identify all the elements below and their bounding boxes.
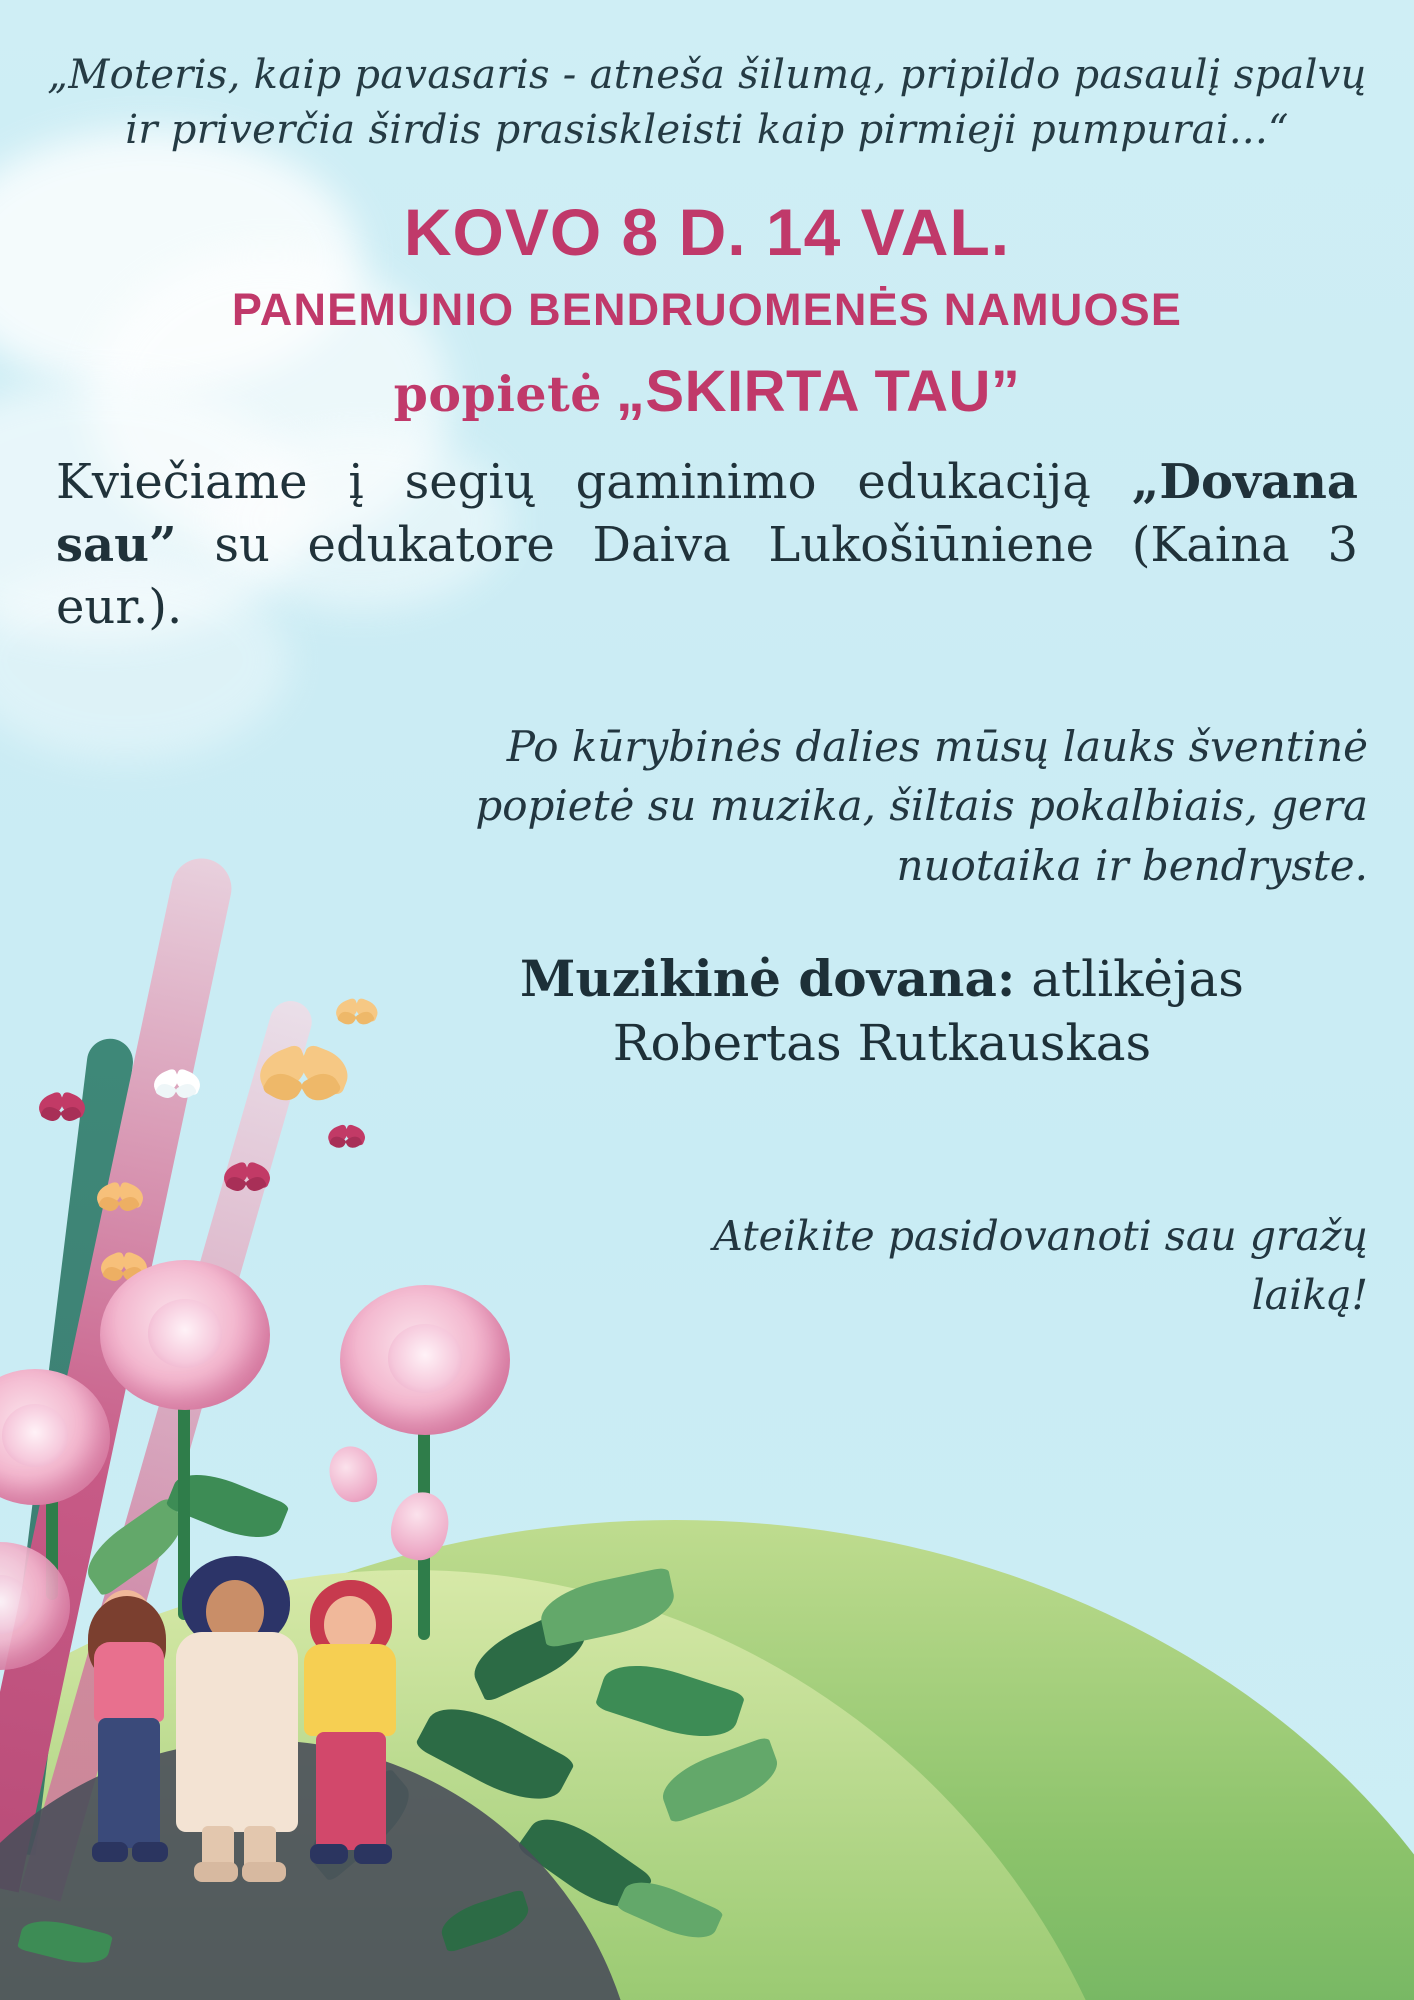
- event-title-main: „SKIRTA TAU”: [615, 359, 1021, 425]
- music-gift-performer-word: atlikėjas: [1015, 950, 1244, 1009]
- music-gift-label: Muzikinė dovana:: [520, 949, 1016, 1009]
- workshop-name: „Dovana sau”: [56, 454, 1359, 573]
- invitation-line-2: su edukatore Daiva Lukošiūniene (Kaina 3 eur.).: [56, 516, 1358, 636]
- invitation-paragraph: [46, 451, 1368, 638]
- event-title-prefix: popietė: [393, 365, 602, 424]
- after-program-paragraph: Po kūrybinės dalies mūsų lauks šventinė popietė su muzika, šiltais pokalbiais, gera nuotaika ir bendryste.: [475, 721, 1368, 890]
- venue-subheading: PANEMUNIO BENDRUOMENĖS NAMUOSE: [231, 284, 1183, 336]
- closing-invitation: Ateikite pasidovanoti sau gražų laiką!: [713, 1212, 1368, 1319]
- event-title-row: [46, 358, 1368, 425]
- music-gift-block: [396, 947, 1368, 1075]
- invitation-line-1: Kviečiame į segių gaminimo edukaciją: [56, 454, 1091, 511]
- headline-date-time: KOVO 8 D. 14 VAL.: [403, 195, 1011, 270]
- quote-text: „Moteris, kaip pavasaris - atneša šilumą, pripildo pasaulį spalvų ir priverčia širdis prasiskleisti kaip pirmieji pumpurai...“: [47, 52, 1367, 154]
- music-gift-performer-name: Robertas Rutkauskas: [612, 1014, 1152, 1073]
